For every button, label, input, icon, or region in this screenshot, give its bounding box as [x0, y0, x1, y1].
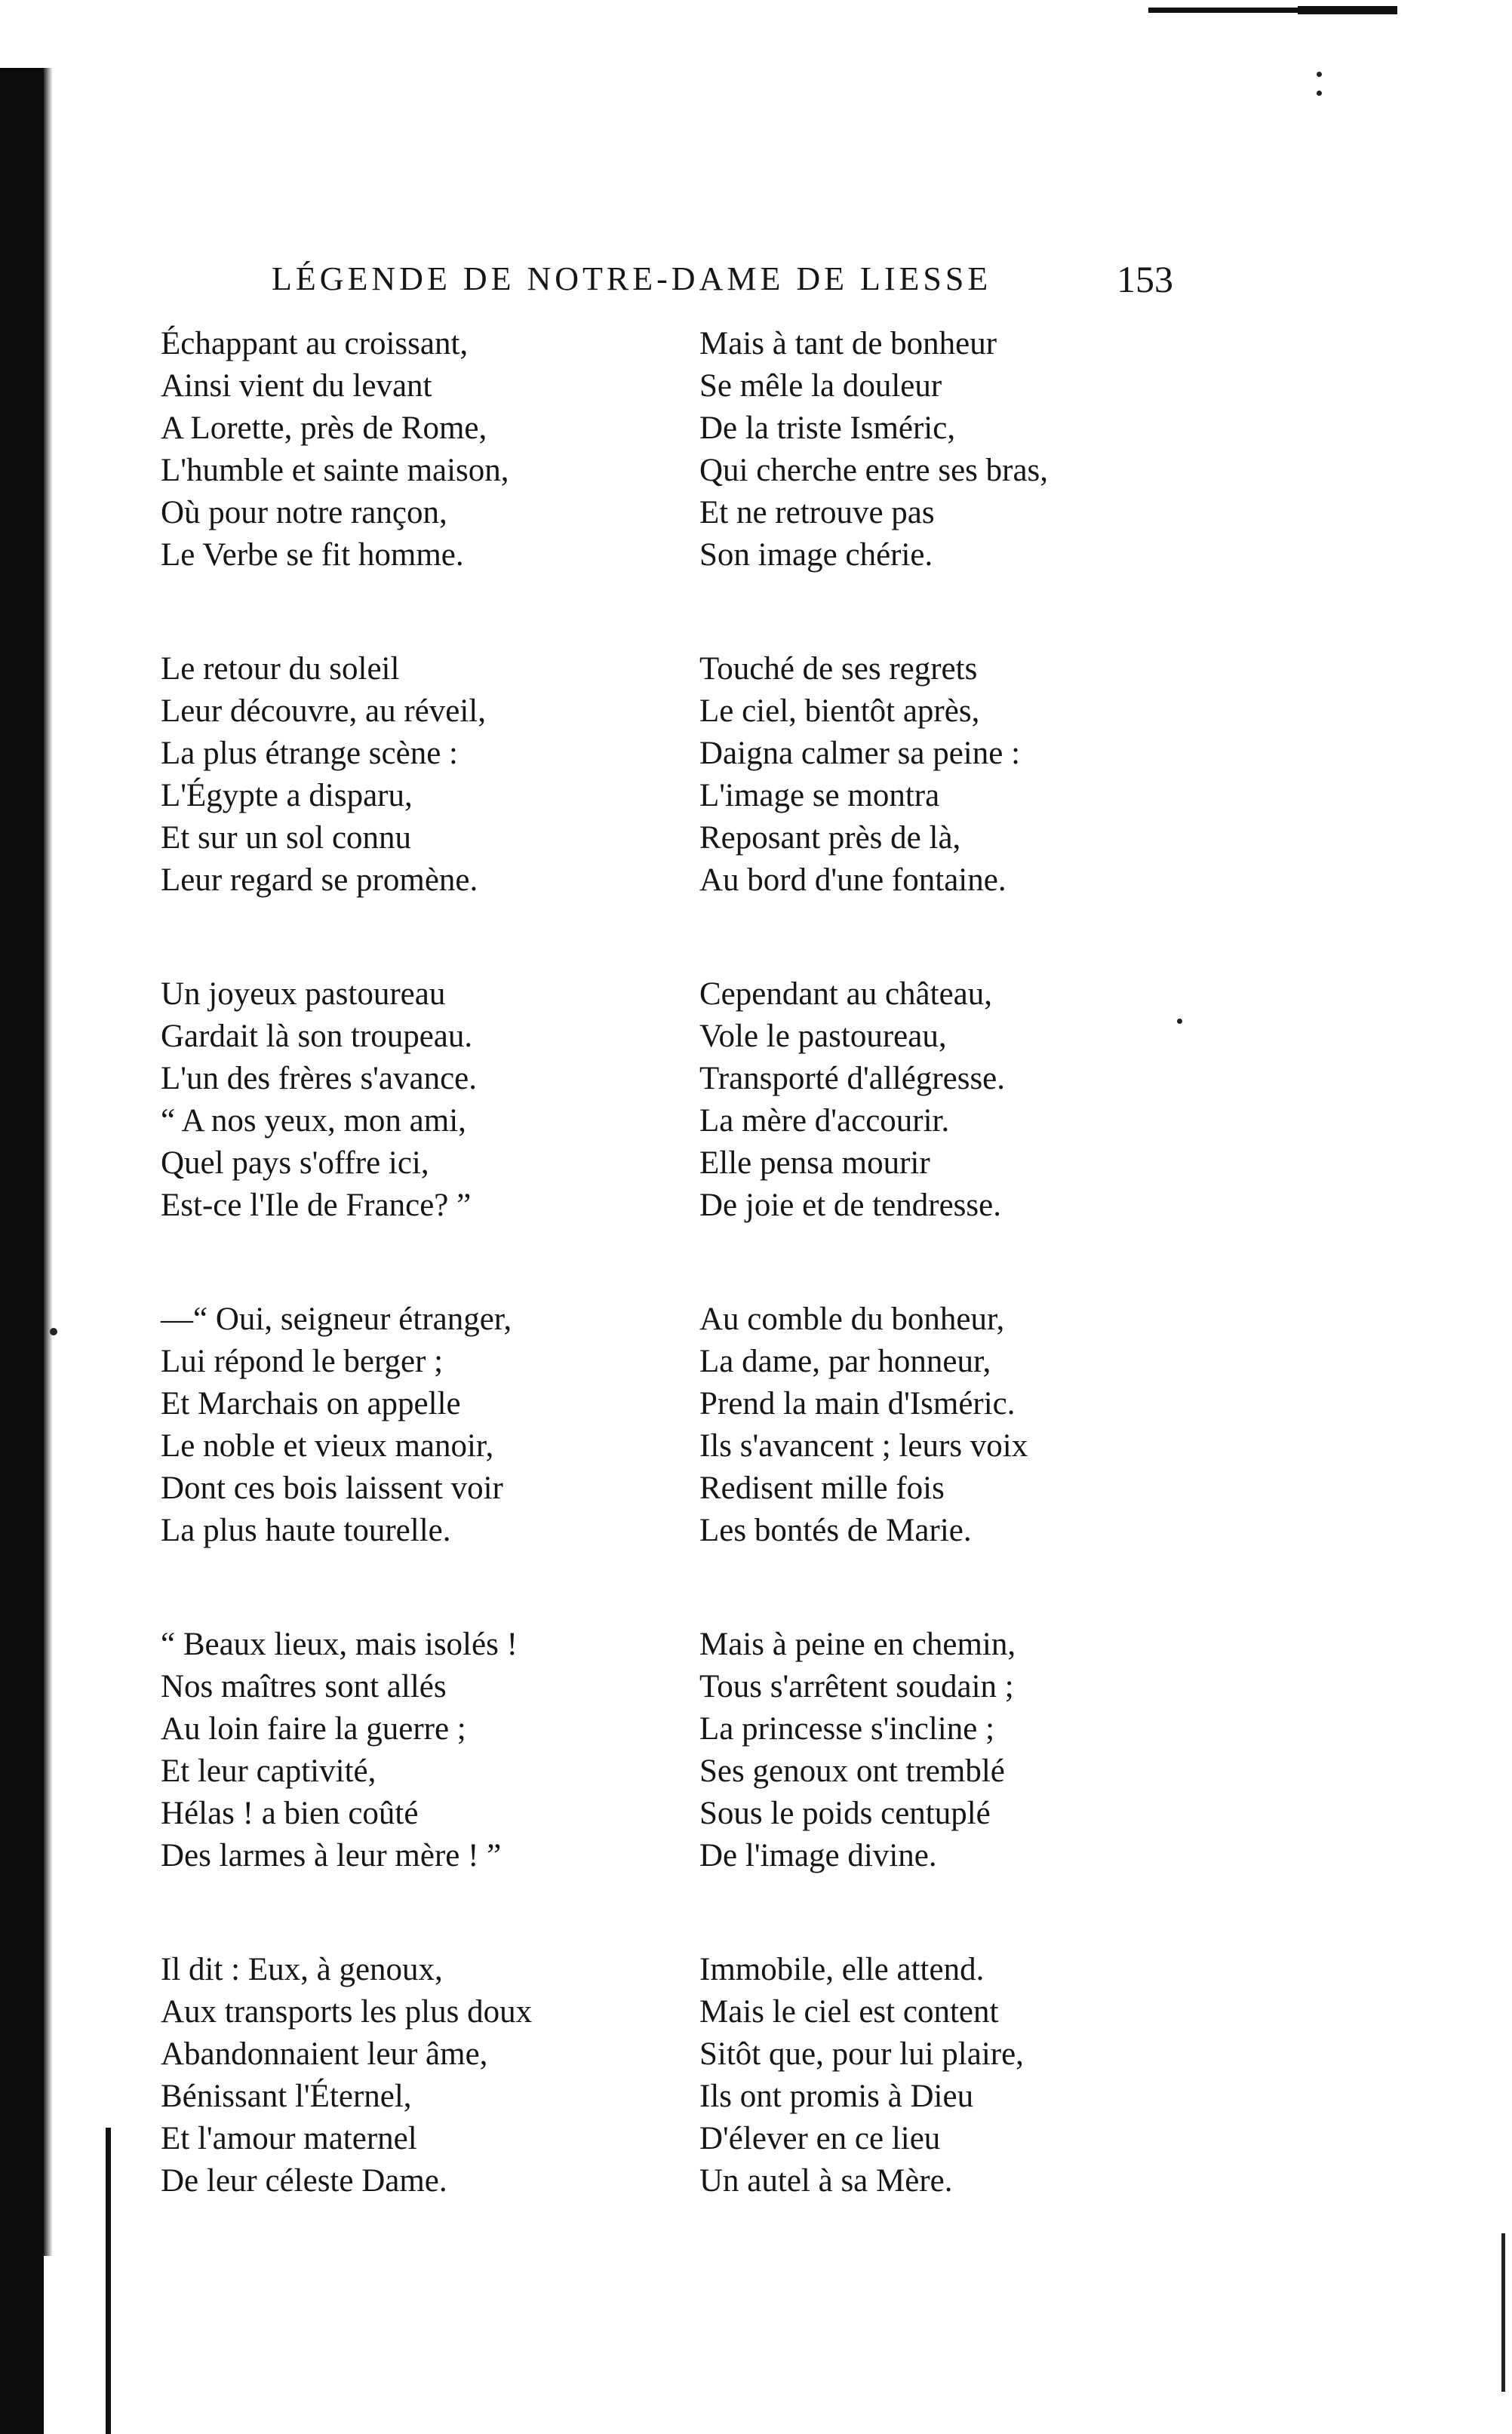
verse-line: Le ciel, bientôt après, — [699, 693, 980, 729]
book-spine-foot-mark — [106, 2128, 111, 2434]
verse-line: Il dit : Eux, à genoux, — [161, 1952, 443, 1987]
stanza — [161, 323, 749, 576]
verse-line: Et leur captivité, — [161, 1753, 376, 1789]
verse-line: Gardait là son troupeau. — [161, 1019, 473, 1054]
scan-right-edge-mark — [1501, 2233, 1505, 2392]
scan-top-rule-thick — [1298, 6, 1397, 14]
running-title: LÉGENDE DE NOTRE-DAME DE LIESSE — [272, 260, 992, 297]
running-head — [0, 253, 1512, 306]
verse-line: Vole le pastoureau, — [699, 1019, 947, 1054]
verse-line: Les bontés de Marie. — [699, 1513, 972, 1548]
verse-line: Le noble et vieux manoir, — [161, 1428, 494, 1464]
scan-speck — [1317, 72, 1322, 77]
verse-line: Mais à peine en chemin, — [699, 1627, 1016, 1662]
verse-line: Son image chérie. — [699, 537, 933, 573]
verse-line: Transporté d'allégresse. — [699, 1061, 1006, 1096]
verse-line: Leur regard se promène. — [161, 862, 478, 898]
verse-line: Échappant au croissant, — [161, 326, 469, 361]
verse-line: Cependant au château, — [699, 976, 993, 1012]
verse-line: L'image se montra — [699, 778, 940, 813]
verse-line: La plus haute tourelle. — [161, 1513, 451, 1548]
verse-line: L'Égypte a disparu, — [161, 778, 413, 813]
page-number: 153 — [1117, 258, 1173, 300]
scan-speck — [1317, 91, 1322, 96]
scan-speck — [50, 1328, 57, 1335]
verse-line: Se mêle la douleur — [699, 368, 942, 404]
stanza — [699, 973, 1288, 1227]
verse-line: Ils ont promis à Dieu — [699, 2079, 974, 2114]
stanza — [699, 1298, 1288, 1552]
verse-line: Abandonnaient leur âme, — [161, 2036, 488, 2072]
verse-line: D'élever en ce lieu — [699, 2121, 941, 2156]
verse-line: Redisent mille fois — [699, 1471, 945, 1506]
verse-line: Hélas ! a bien coûté — [161, 1796, 419, 1831]
verse-line: “ A nos yeux, mon ami, — [161, 1103, 466, 1139]
verse-line: Nos maîtres sont allés — [161, 1669, 447, 1704]
verse-line: Elle pensa mourir — [699, 1145, 930, 1181]
verse-line: —“ Oui, seigneur étranger, — [161, 1302, 512, 1337]
book-spine-gradient — [44, 68, 53, 2256]
verse-line: La plus étrange scène : — [161, 736, 458, 771]
verse-line: De leur céleste Dame. — [161, 2163, 447, 2199]
verse-line: Au bord d'une fontaine. — [699, 862, 1006, 898]
verse-line: Sous le poids centuplé — [699, 1796, 991, 1831]
stanza — [699, 1624, 1288, 1877]
stanza — [161, 1624, 749, 1877]
verse-line: Le Verbe se fit homme. — [161, 537, 464, 573]
verse-line: Lui répond le berger ; — [161, 1344, 444, 1379]
verse-line: Où pour notre rançon, — [161, 495, 447, 530]
verse-line: La mère d'accourir. — [699, 1103, 950, 1139]
verse-line: A Lorette, près de Rome, — [161, 410, 487, 446]
verse-line: Ses genoux ont tremblé — [699, 1753, 1005, 1789]
verse-line: Et l'amour maternel — [161, 2121, 417, 2156]
verse-line: Aux transports les plus doux — [161, 1994, 533, 2030]
verse-line: Leur découvre, au réveil, — [161, 693, 486, 729]
verse-line: Sitôt que, pour lui plaire, — [699, 2036, 1024, 2072]
verse-line: Immobile, elle attend. — [699, 1952, 985, 1987]
verse-line: La princesse s'incline ; — [699, 1711, 995, 1747]
verse-line: Est-ce l'Ile de France? ” — [161, 1188, 472, 1223]
verse-line: Mais à tant de bonheur — [699, 326, 997, 361]
verse-line: Dont ces bois laissent voir — [161, 1471, 503, 1506]
verse-line: Qui cherche entre ses bras, — [699, 453, 1049, 488]
verse-line: De la triste Isméric, — [699, 410, 956, 446]
left-column — [161, 323, 749, 2274]
stanza — [161, 1298, 749, 1552]
verse-line: Au comble du bonheur, — [699, 1302, 1005, 1337]
stanza — [161, 1949, 749, 2202]
verse-line: Et sur un sol connu — [161, 820, 412, 856]
verse-line: “ Beaux lieux, mais isolés ! — [161, 1627, 518, 1662]
verse-line: Un joyeux pastoureau — [161, 976, 446, 1012]
verse-line: De joie et de tendresse. — [699, 1188, 1001, 1223]
verse-line: Au loin faire la guerre ; — [161, 1711, 466, 1747]
verse-line: De l'image divine. — [699, 1838, 937, 1873]
verse-line: Un autel à sa Mère. — [699, 2163, 953, 2199]
verse-line: Des larmes à leur mère ! ” — [161, 1838, 502, 1873]
stanza — [161, 648, 749, 902]
verse-line: Mais le ciel est content — [699, 1994, 999, 2030]
verse-line: Et ne retrouve pas — [699, 495, 935, 530]
book-spine-shadow — [0, 68, 44, 2434]
verse-line: Touché de ses regrets — [699, 651, 978, 687]
verse-line: Et Marchais on appelle — [161, 1386, 461, 1421]
verse-line: L'humble et sainte maison, — [161, 453, 509, 488]
verse-line: Daigna calmer sa peine : — [699, 736, 1021, 771]
right-column — [699, 323, 1288, 2274]
verse-line: Ainsi vient du levant — [161, 368, 432, 404]
verse-line: L'un des frères s'avance. — [161, 1061, 478, 1096]
verse-line: La dame, par honneur, — [699, 1344, 991, 1379]
verse-line: Prend la main d'Isméric. — [699, 1386, 1016, 1421]
stanza — [699, 1949, 1288, 2202]
stanza — [699, 648, 1288, 902]
verse-line: Le retour du soleil — [161, 651, 400, 687]
stanza — [699, 323, 1288, 576]
verse-line: Tous s'arrêtent soudain ; — [699, 1669, 1014, 1704]
verse-line: Quel pays s'offre ici, — [161, 1145, 429, 1181]
verse-line: Bénissant l'Éternel, — [161, 2079, 412, 2114]
verse-line: Ils s'avancent ; leurs voix — [699, 1428, 1028, 1464]
stanza — [161, 973, 749, 1227]
verse-line: Reposant près de là, — [699, 820, 961, 856]
